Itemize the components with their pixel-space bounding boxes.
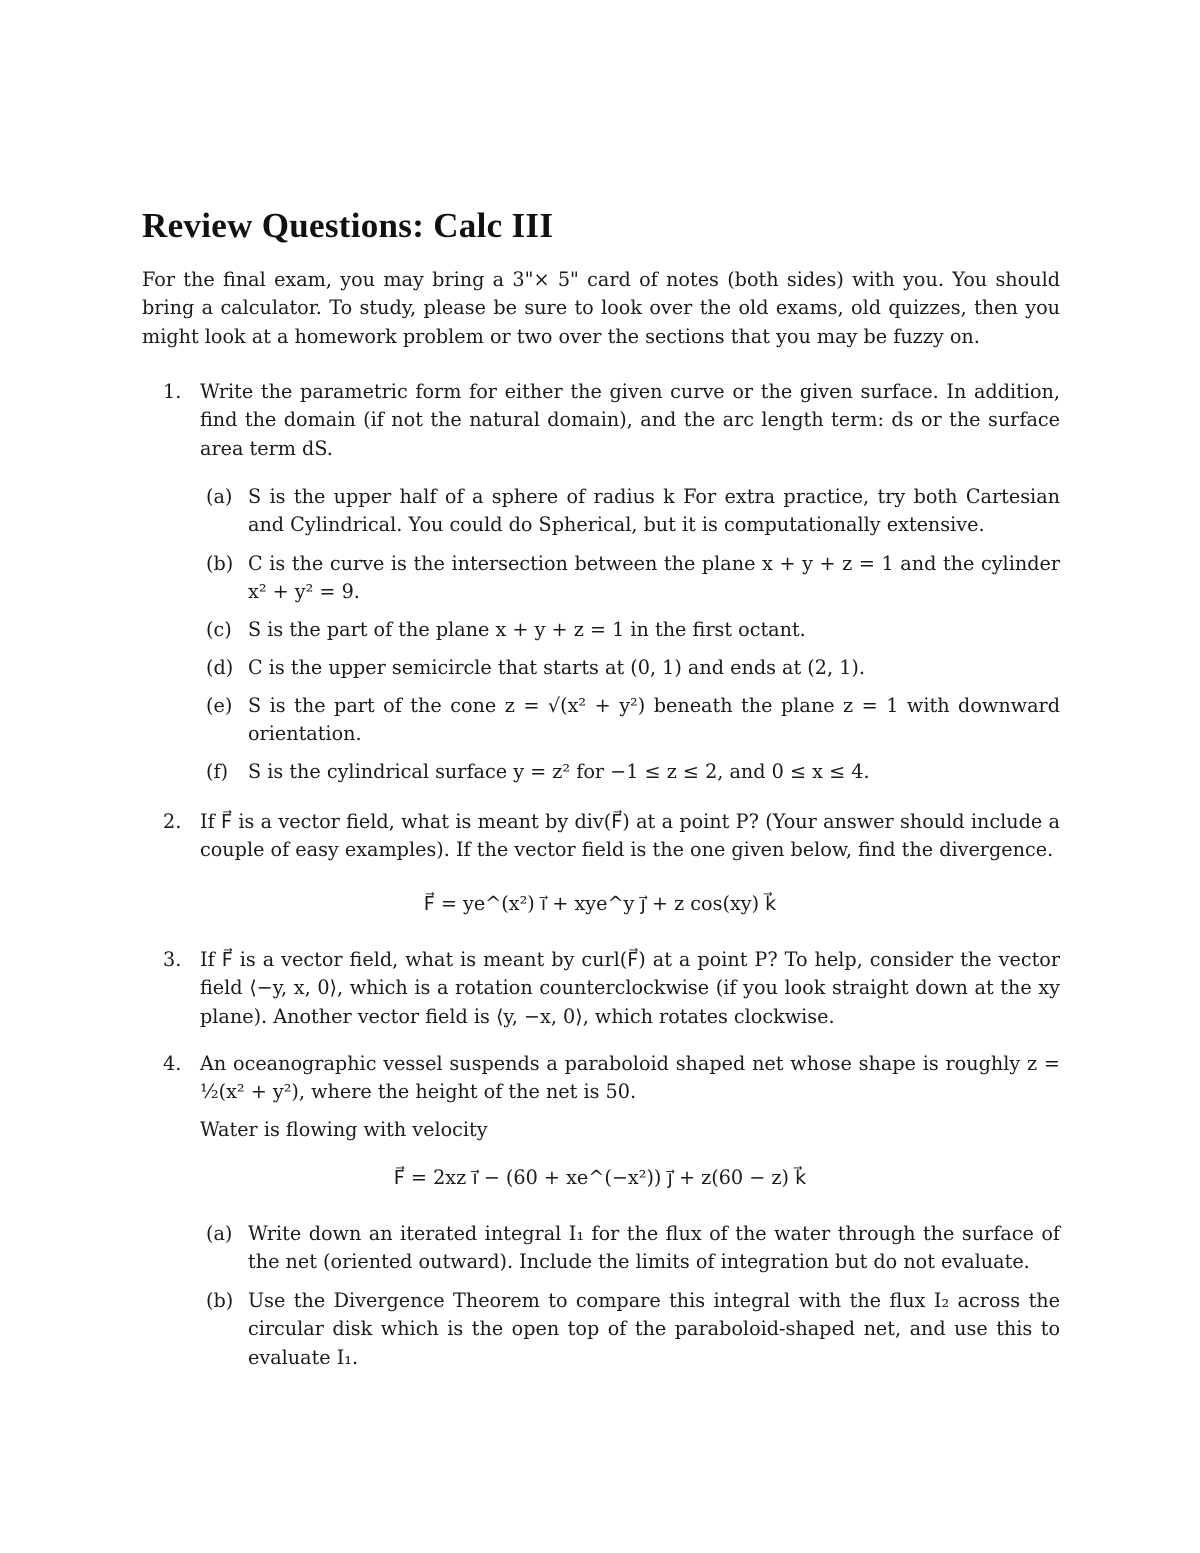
item-text: Write down an iterated integral I₁ for the flux of the water through the surface of the net (oriented outward). Include the limits of integration but do not evaluate. (248, 1222, 1060, 1274)
q2-vector-field-equation: F⃗ = ye^(x²) i⃗ + xye^y j⃗ + z cos(xy) k⃗ (423, 892, 777, 915)
question-text: Write the parametric form for either the given curve or the given surface. In addition, find the domain (if not the natural domain), and the arc length term: ds or the surface area term dS. (200, 380, 1060, 460)
item-text: S is the part of the cone z = √(x² + y²) beneath the plane z = 1 with downward orientation. (248, 694, 1060, 746)
item-label: (d) (206, 656, 234, 679)
question-text: An oceanographic vessel suspends a paraboloid shaped net whose shape is roughly z = ½(x² + y²), where the height of the net is 50. (200, 1052, 1060, 1104)
item-label: (c) (206, 618, 232, 641)
item-label: (b) (206, 552, 234, 575)
q4-water-text: Water is flowing with velocity (200, 1118, 488, 1141)
item-label: (f) (206, 760, 229, 783)
intro-paragraph: For the final exam, you may bring a 3"× 5" card of notes (both sides) with you. You should bring a calculator. To study, please be sure to look over the old exams, old quizzes, then you might look at a homework problem or two over the sections that you may be fuzzy on. (142, 268, 1060, 348)
page-title: Review Questions: Calc III (142, 206, 554, 245)
question-text: If F⃗ is a vector field, what is meant by div(F⃗) at a point P? (Your answer should include a couple of easy examples). If the vector field is the one given below, find the divergence. (200, 810, 1060, 862)
item-label: (e) (206, 694, 233, 717)
item-text: C is the curve is the intersection between the plane x + y + z = 1 and the cylinder x² + y² = 9. (248, 552, 1060, 604)
item-label: (a) (206, 1222, 233, 1245)
item-text: C is the upper semicircle that starts at (0, 1) and ends at (2, 1). (248, 656, 865, 679)
q4-velocity-equation: F⃗ = 2xz i⃗ − (60 + xe^(−x²)) j⃗ + z(60 − z) k⃗ (393, 1166, 807, 1189)
question-number: 2. (163, 810, 182, 833)
item-text: S is the upper half of a sphere of radius k For extra practice, try both Cartesian and Cylindrical. You could do Spherical, but it is computationally extensive. (248, 485, 1060, 537)
item-label: (b) (206, 1289, 234, 1312)
question-text: If F⃗ is a vector field, what is meant by curl(F⃗) at a point P? To help, consider the vector field ⟨−y, x, 0⟩, which is a rotation counterclockwise (if you look straight down at the xy plane). Another vector field is ⟨y, −x, 0⟩, which rotates clockwise. (200, 948, 1060, 1028)
item-text: S is the part of the plane x + y + z = 1 in the first octant. (248, 618, 806, 641)
item-text: Use the Divergence Theorem to compare this integral with the flux I₂ across the circular disk which is the open top of the paraboloid-shaped net, and use this to evaluate I₁. (248, 1289, 1060, 1369)
item-label: (a) (206, 485, 233, 508)
question-number: 3. (163, 948, 182, 971)
item-text: S is the cylindrical surface y = z² for −1 ≤ z ≤ 2, and 0 ≤ x ≤ 4. (248, 760, 870, 783)
question-number: 1. (163, 380, 182, 403)
question-number: 4. (163, 1052, 182, 1075)
